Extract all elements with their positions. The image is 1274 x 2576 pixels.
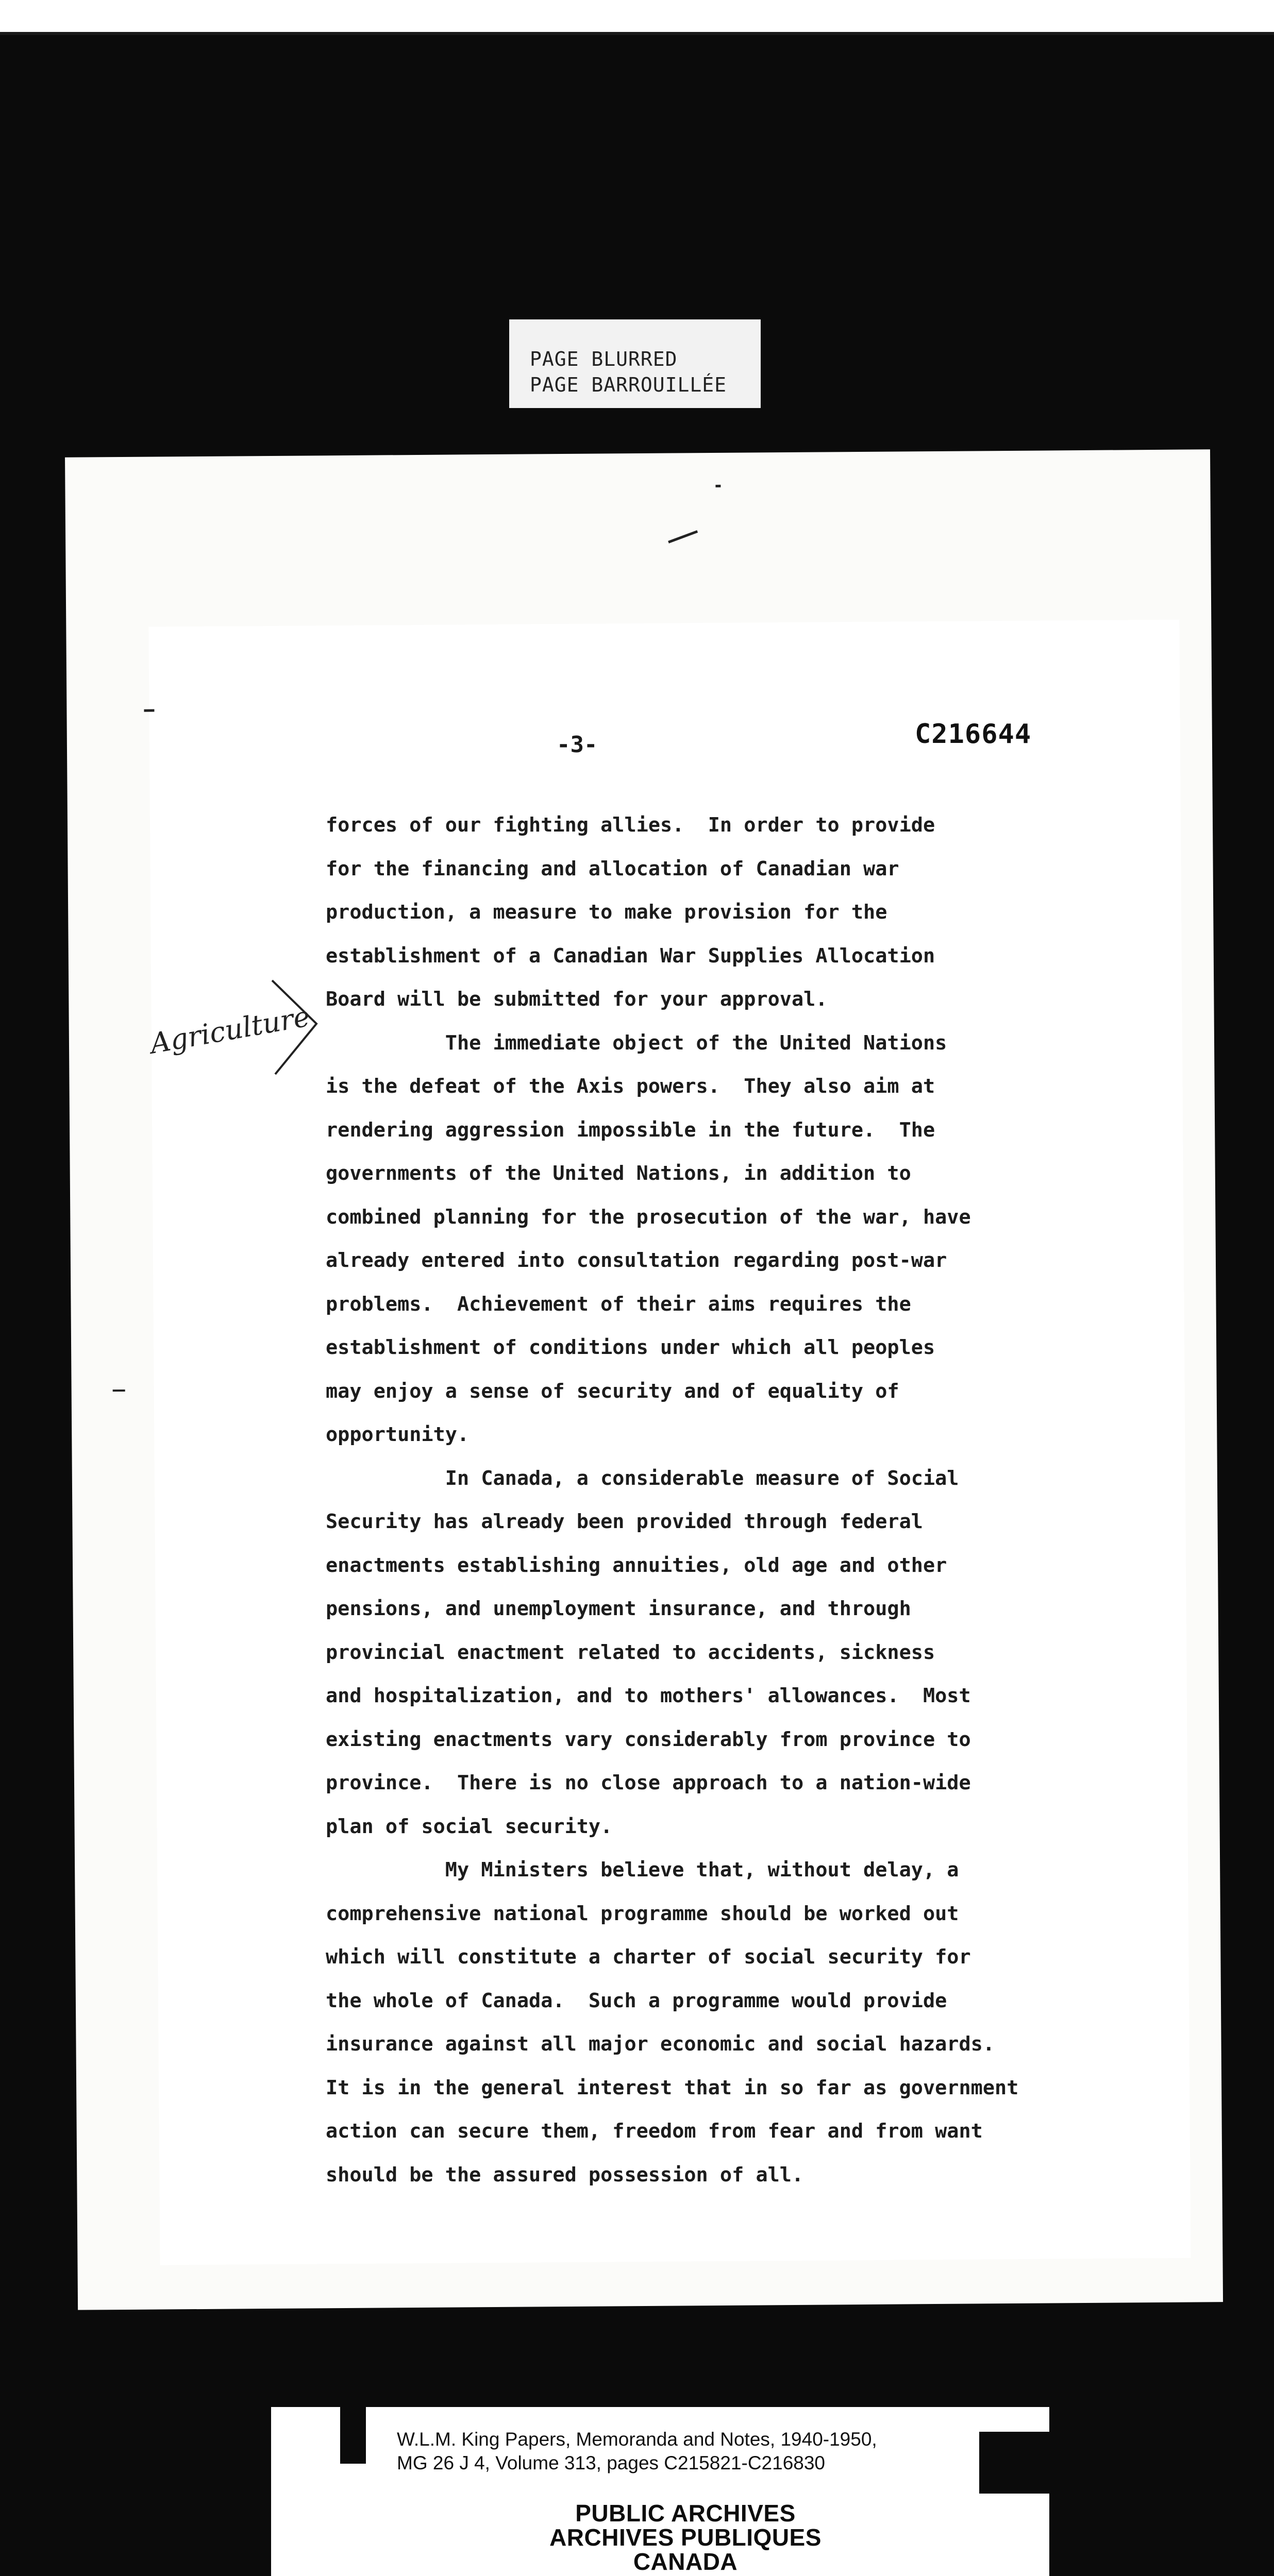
page-number: -3- bbox=[557, 732, 598, 758]
text-line: problems. Achievement of their aims requires the bbox=[326, 1292, 911, 1316]
text-line: and hospitalization, and to mothers' allowances. Most bbox=[326, 1684, 971, 1707]
text-line: Security has already been provided through federal bbox=[326, 1510, 923, 1533]
document-number: C216644 bbox=[915, 719, 1032, 750]
film-top-strip bbox=[0, 0, 1274, 32]
text-line: My Ministers believe that, without delay, a bbox=[326, 1858, 959, 1882]
text-line: combined planning for the prosecution of the war, have bbox=[326, 1205, 971, 1229]
text-line: enactments establishing annuities, old age and other bbox=[326, 1553, 947, 1577]
text-line: which will constitute a charter of social security for bbox=[326, 1945, 971, 1969]
agency-line: CANADA bbox=[633, 2548, 738, 2575]
archive-citation bbox=[397, 2428, 877, 2475]
text-line: the whole of Canada. Such a programme would provide bbox=[326, 1989, 947, 2012]
text-line: should be the assured possession of all. bbox=[326, 2163, 804, 2187]
margin-note-handwritten: Agriculture bbox=[147, 1000, 312, 1060]
citation-line: W.L.M. King Papers, Memoranda and Notes, 1940-1950, bbox=[397, 2429, 877, 2450]
margin-tick bbox=[144, 709, 154, 712]
card-notch-right bbox=[979, 2432, 1049, 2494]
text-line: is the defeat of the Axis powers. They also aim at bbox=[326, 1075, 935, 1098]
blurred-label-fr: PAGE BARROUILLÉE bbox=[530, 374, 727, 396]
text-line: action can secure them, freedom from fear and from want bbox=[326, 2120, 983, 2143]
stray-mark bbox=[715, 485, 720, 487]
agency-line: ARCHIVES PUBLIQUES bbox=[549, 2524, 822, 2551]
page-blurred-label bbox=[509, 319, 761, 408]
stray-mark bbox=[668, 530, 698, 544]
text-line: establishment of a Canadian War Supplies Allocation bbox=[326, 944, 935, 968]
card-notch-left bbox=[340, 2407, 366, 2464]
text-line: already entered into consultation regarding post-war bbox=[326, 1249, 947, 1272]
text-line: forces of our fighting allies. In order to provide bbox=[326, 814, 935, 837]
text-line: establishment of conditions under which all peoples bbox=[326, 1336, 935, 1359]
text-line: provincial enactment related to accidents, sickness bbox=[326, 1640, 935, 1664]
text-line: In Canada, a considerable measure of Social bbox=[326, 1466, 959, 1490]
text-line: The immediate object of the United Nations bbox=[326, 1031, 947, 1055]
text-line: plan of social security. bbox=[326, 1815, 613, 1838]
film-frame-line bbox=[0, 32, 1274, 35]
text-line: comprehensive national programme should be worked out bbox=[326, 1902, 959, 1925]
text-line: It is in the general interest that in so far as government bbox=[326, 2076, 1019, 2099]
text-line: insurance against all major economic and social hazards. bbox=[326, 2032, 995, 2056]
text-line: for the financing and allocation of Canadian war bbox=[326, 857, 899, 880]
document-body bbox=[326, 804, 1130, 2197]
margin-tick bbox=[113, 1389, 125, 1392]
text-line: pensions, and unemployment insurance, and through bbox=[326, 1597, 911, 1620]
citation-line: MG 26 J 4, Volume 313, pages C215821-C216830 bbox=[397, 2452, 826, 2473]
text-line: governments of the United Nations, in addition to bbox=[326, 1162, 911, 1185]
text-line: Board will be submitted for your approval. bbox=[326, 988, 828, 1011]
text-line: existing enactments vary considerably from province to bbox=[326, 1727, 971, 1751]
text-line: opportunity. bbox=[326, 1423, 470, 1446]
text-line: may enjoy a sense of security and of equality of bbox=[326, 1379, 899, 1403]
archive-agency bbox=[464, 2501, 907, 2574]
text-line: province. There is no close approach to a nation-wide bbox=[326, 1771, 971, 1794]
text-line: rendering aggression impossible in the future. The bbox=[326, 1118, 935, 1142]
text-line: production, a measure to make provision for the bbox=[326, 901, 887, 924]
blurred-label-en: PAGE BLURRED bbox=[530, 348, 678, 370]
agency-line: PUBLIC ARCHIVES bbox=[575, 2500, 796, 2527]
